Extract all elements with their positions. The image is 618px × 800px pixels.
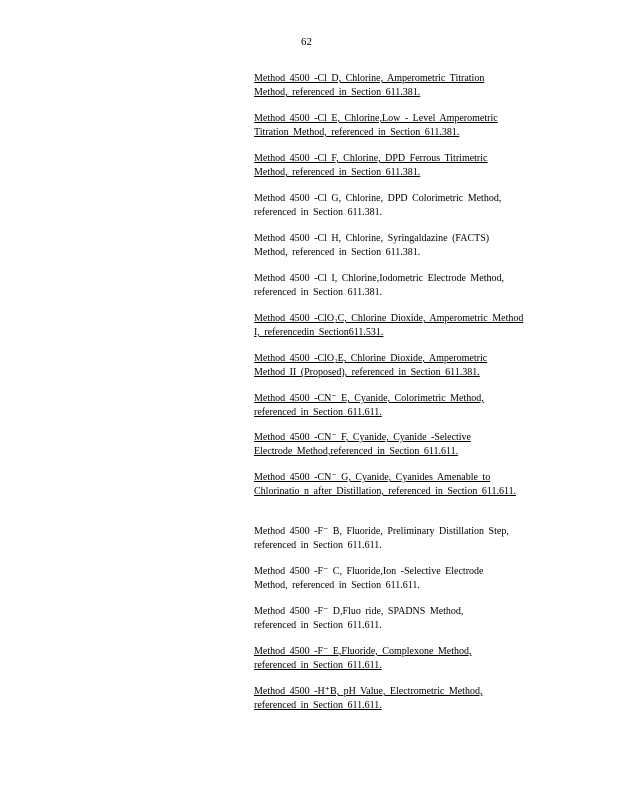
method-entry: Method 4500 -Cl F, Chlorine, DPD Ferrous Titrimetric Method, referenced in Section 611.381. <box>254 153 488 178</box>
method-entry: Method 4500 -Cl I, Chlorine,Iodometric Electrode Method, referenced in Section 611.381. <box>254 273 505 298</box>
method-entry: Method 4500 -H⁺B, pH Value, Electrometric Method, referenced in Section 611.611. <box>254 686 483 711</box>
page-number: 62 <box>301 36 312 48</box>
method-entry: Method 4500 -F⁻ E,Fluoride, Complexone Method, referenced in Section 611.611. <box>254 646 472 671</box>
method-entry: Method 4500 -F⁻ D,Fluo ride, SPADNS Method, referenced in Section 611.611. <box>254 606 464 631</box>
method-entry: Method 4500 -Cl G, Chlorine, DPD Colorimetric Method, referenced in Section 611.381. <box>254 193 502 218</box>
method-entry: Method 4500 -F⁻ B, Fluoride, Preliminary Distillation Step, referenced in Section 611.611. <box>254 526 509 551</box>
method-entry: Method 4500 -Cl H, Chlorine, Syringaldazine (FACTS) Method, referenced in Section 611.381. <box>254 233 490 258</box>
method-entry: Method 4500 -Cl D, Chlorine, Amperometric Titration Method, referenced in Section 611.381. <box>254 73 485 98</box>
method-entry: Method 4500 -ClO₂E, Chlorine Dioxide, Amperometric Method II (Proposed), referenced in Section 611.381. <box>254 353 488 378</box>
method-entry: Method 4500 -F⁻ C, Fluoride,Ion -Selective Electrode Method, referenced in Section 611.611. <box>254 566 484 591</box>
method-entry: Method 4500 -CN⁻ E, Cyanide, Colorimetric Method, referenced in Section 611.611. <box>254 393 484 418</box>
method-entry: Method 4500 -Cl E, Chlorine,Low - Level Amperometric Titration Method, referenced in Section 611.381. <box>254 113 498 138</box>
method-entry: Method 4500 -CN⁻ F, Cyanide, Cyanide -Selective Electrode Method,referenced in Section 611.611. <box>254 432 471 457</box>
method-entry: Method 4500 -CN⁻ G, Cyanide, Cyanides Amenable to Chlorinatio n after Distillation, referenced in Section 611.611. <box>254 472 517 497</box>
method-entry: Method 4500 -ClO₂C, Chlorine Dioxide, Amperometric Method I, referencedin Section611.531. <box>254 313 524 338</box>
